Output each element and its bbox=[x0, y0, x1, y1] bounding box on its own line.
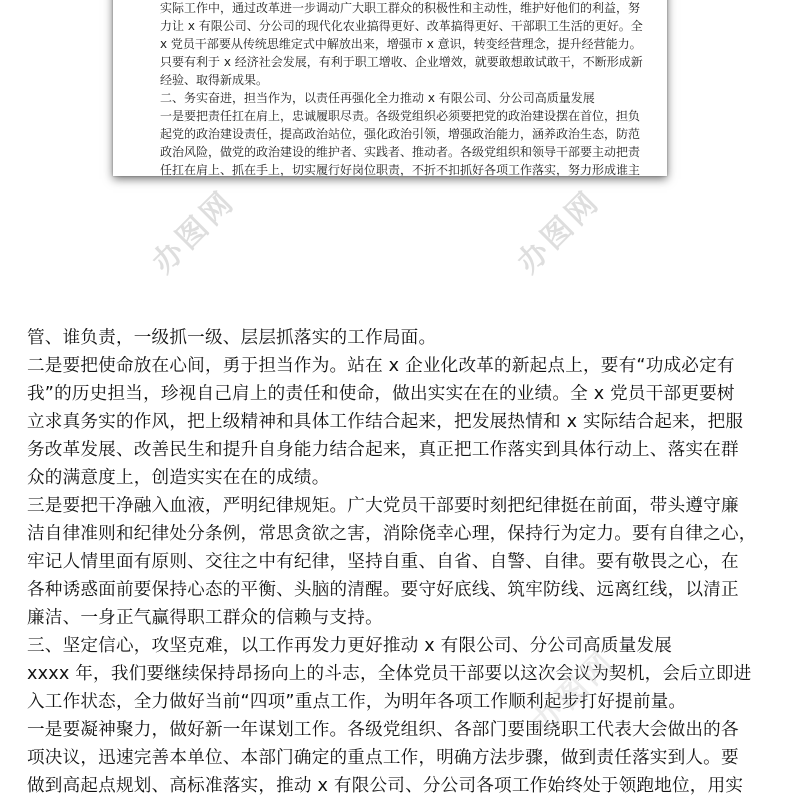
document-page-preview bbox=[113, 0, 667, 176]
document-preview-area bbox=[0, 0, 800, 300]
body-line: 众的满意度上，创造实实在在的成绩。 bbox=[27, 468, 330, 488]
paper-line: 一是要把责任扛在肩上，忠诚履职尽责。各级党组织必须要把党的政治建设摆在首位，担负 bbox=[160, 109, 641, 123]
paper-line: 经验、取得新成果。 bbox=[160, 73, 269, 87]
body-line: 管、谁负责，一级抓一级、层层抓落实的工作局面。 bbox=[27, 328, 437, 348]
body-line: 我”的历史担当，珍视自己肩上的责任和使命，做出实实在在的业绩。全 x 党员干部更要树 bbox=[27, 384, 735, 404]
watermark: 办图网 bbox=[525, 643, 623, 741]
body-line: 一是要凝神聚力，做好新一年谋划工作。各级党组织、各部门要围绕职工代表大会做出的各 bbox=[27, 720, 739, 740]
body-line: 入工作状态，全力做好当前“四项”重点工作，为明年各项工作顺利起步打好提前量。 bbox=[27, 692, 687, 712]
watermark: 办图网 bbox=[510, 183, 608, 281]
section-heading: 三、坚定信心，攻坚克难，以工作再发力更好推动 x 有限公司、分公司高质量发展 bbox=[27, 636, 672, 656]
paper-line: 只要有利于 x 经济社会发展，有利于职工增收、企业增效，就要敢想敢试敢干，不断形成新 bbox=[160, 55, 643, 69]
body-line: 做到高起点规划、高标准落实，推动 x 有限公司、分公司各项工作始终处于领跑地位，用实 bbox=[27, 776, 744, 796]
body-line: 务改革发展、改善民生和提升自身能力结合起来，真正把工作落实到具体行动上、落实在群 bbox=[27, 440, 739, 460]
body-line: 二是要把使命放在心间，勇于担当作为。站在 x 企业化改革的新起点上，要有“功成必定有 bbox=[27, 356, 735, 376]
body-line: 牢记人情里面有原则、交往之中有纪律，坚持自重、自省、自警、自律。要有敬畏之心，在 bbox=[27, 552, 739, 572]
paper-line: 任扛在肩上、抓在手上，切实履行好岗位职责，不折不扣抓好各项工作落实，努力形成谁主 bbox=[160, 163, 641, 176]
paper-line: 政治风险，做党的政治建设的维护者、实践者、推动者。各级党组织和领导干部要主动把责 bbox=[160, 145, 641, 159]
body-line: 三是要把干净融入血液，严明纪律规矩。广大党员干部要时刻把纪律挺在前面，带头遵守廉 bbox=[27, 496, 739, 516]
body-line: 廉洁、一身正气赢得职工群众的信赖与支持。 bbox=[27, 608, 383, 628]
paper-line: 二、务实奋进，担当作为，以责任再强化全力推动 x 有限公司、分公司高质量发展 bbox=[160, 91, 595, 105]
body-line: xxxx 年，我们要继续保持昂扬向上的斗志，全体党员干部要以这次会议为契机，会后立即进 bbox=[27, 664, 752, 684]
body-line: 项决议，迅速完善本单位、本部门确定的重点工作，明确方法步骤，做到责任落实到人。要 bbox=[27, 748, 739, 768]
paper-line: x 党员干部要从传统思维定式中解放出来，增强市 x 意识，转变经营理念，提升经营能力。 bbox=[160, 37, 642, 51]
body-line: 立求真务实的作风，把上级精神和具体工作结合起来，把发展热情和 x 实际结合起来，把服 bbox=[27, 412, 744, 432]
paper-line: 实际工作中，通过改革进一步调动广大职工群众的积极性和主动性，维护好他们的利益，努 bbox=[160, 1, 641, 15]
body-line: 洁自律准则和纪律处分条例，常思贪欲之害，消除侥幸心理，保持行为定力。要有自律之心， bbox=[27, 524, 757, 544]
paper-line: 力让 x 有限公司、分公司的现代化农业搞得更好、改革搞得更好、干部职工生活的更好。全 bbox=[160, 19, 643, 33]
paper-line: 起党的政治建设责任，提高政治站位，强化政治引领，增强政治能力，涵养政治生态，防范 bbox=[160, 127, 641, 141]
watermark: 办图网 bbox=[145, 183, 243, 281]
body-line: 各种诱惑面前要保持心态的平衡、头脑的清醒。要守好底线、筑牢防线、远离红线，以清正 bbox=[27, 580, 739, 600]
